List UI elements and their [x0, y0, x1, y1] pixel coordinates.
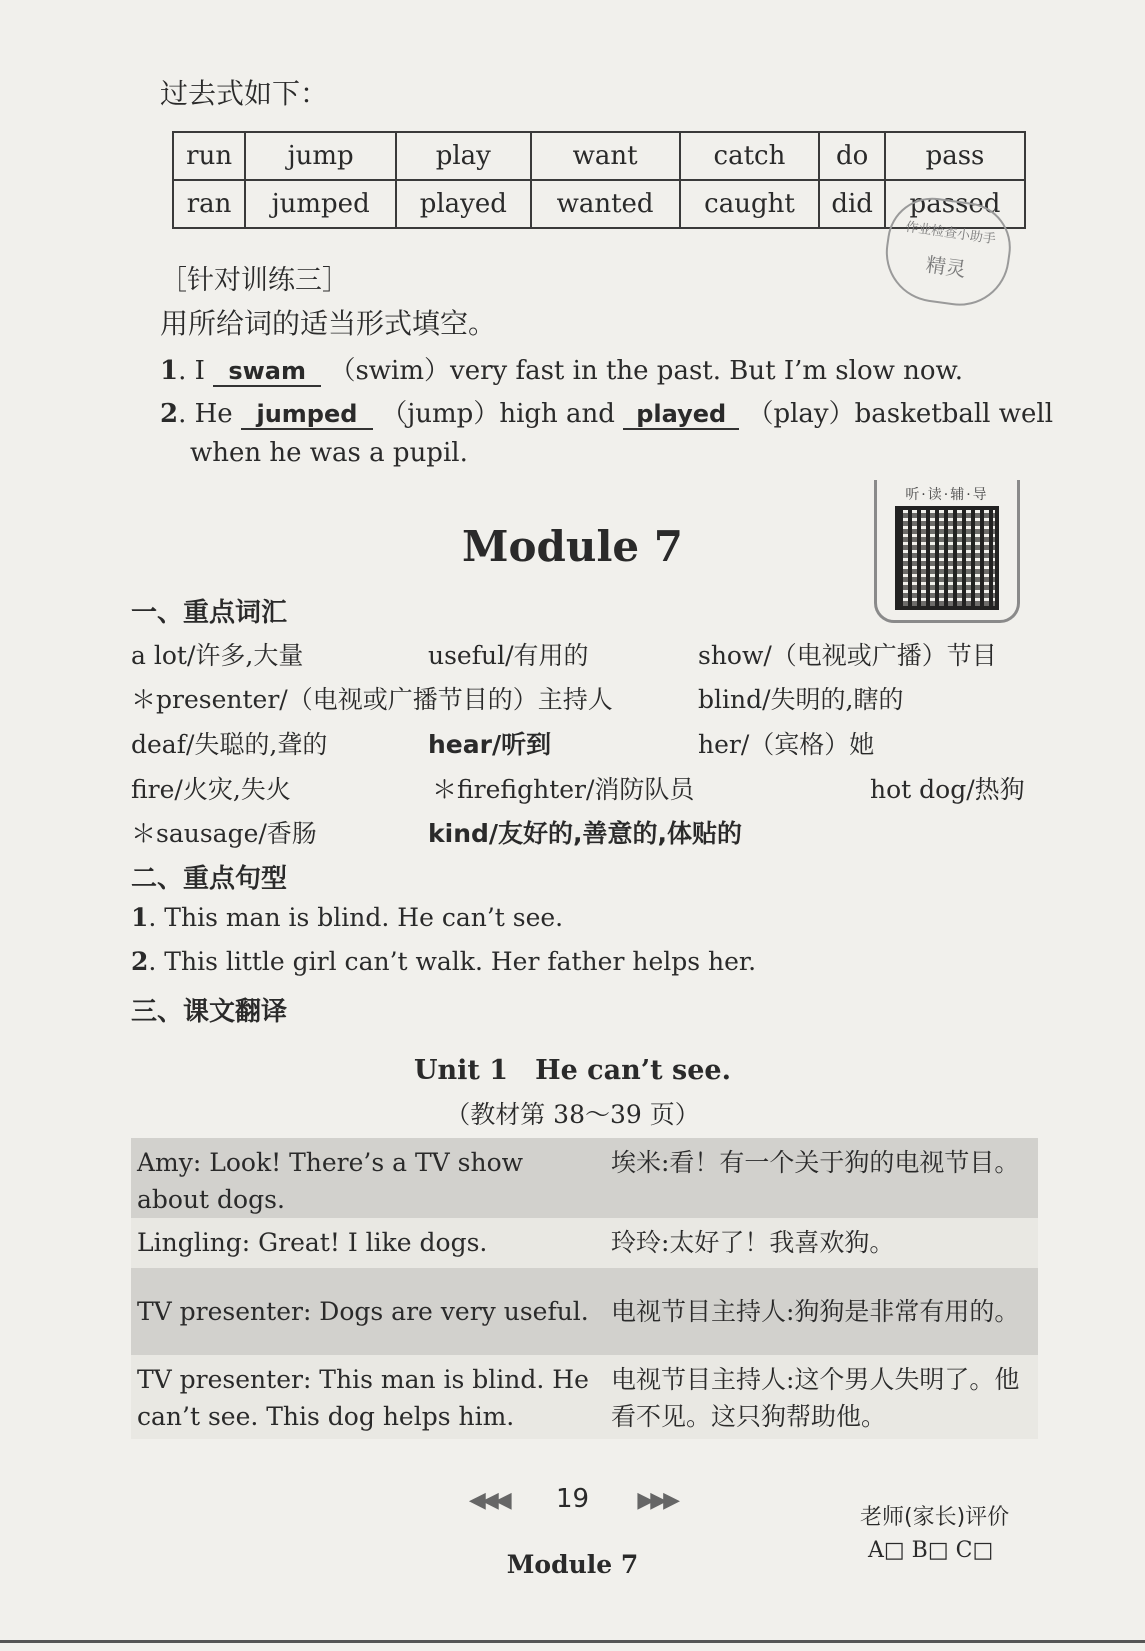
vocab-item: fire/火灾,失火 — [131, 775, 291, 804]
answer-blank: played — [623, 400, 739, 430]
exercise-question-2-cont: when he was a pupil. — [190, 438, 468, 468]
table-cell: run — [173, 132, 245, 180]
table-cell: wanted — [531, 180, 680, 228]
vocab-item: ＊presenter/（电视或广播节目的）主持人 — [131, 685, 613, 714]
next-arrows-icon: ▶▶▶ — [637, 1488, 677, 1513]
vocab-item: hot dog/热狗 — [870, 775, 1025, 804]
exercise-question-1: 1. I swam （swim）very fast in the past. But I’m slow now. — [160, 356, 963, 386]
table-cell: jumped — [245, 180, 396, 228]
key-sentence — [131, 903, 563, 932]
dialog-chinese: 电视节目主持人:狗狗是非常有用的。 — [611, 1297, 1020, 1326]
answer-blank: swam — [213, 357, 321, 387]
dialog-table — [131, 1138, 1038, 1439]
vocab-item: show/（电视或广播）节目 — [698, 641, 997, 670]
dialog-english: TV presenter: Dogs are very useful. — [137, 1297, 589, 1326]
question-text: I — [194, 356, 205, 386]
sentences-section-title: 二、重点句型 — [131, 864, 288, 894]
dialog-row — [131, 1268, 1038, 1355]
vocab-item: blind/失明的,瞎的 — [698, 685, 904, 714]
vocab-item: ＊firefighter/消防队员 — [432, 775, 695, 804]
dialog-english: TV presenter: This man is blind. He can’t see. This dog helps him. — [137, 1365, 589, 1431]
exercise-instruction: 用所给词的适当形式填空。 — [160, 307, 497, 340]
vocab-item: hear/听到 — [428, 730, 552, 759]
table-cell: do — [819, 132, 885, 180]
sentence-text: . This man is blind. He can’t see. — [148, 903, 564, 932]
unit-title: Unit 1 He can’t see. — [414, 1055, 731, 1086]
prev-arrows-icon: ◀◀◀ — [468, 1488, 508, 1513]
dialog-chinese: 电视节目主持人:这个男人失明了。他看不见。这只狗帮助他。 — [611, 1365, 1020, 1431]
dialog-row — [131, 1355, 1038, 1439]
stamp-line2: 精灵 — [924, 252, 968, 282]
qr-label: 听·读·辅·导 — [905, 487, 989, 503]
vocab-item: ＊sausage/香肠 — [131, 819, 317, 848]
vocab-item: useful/有用的 — [428, 641, 589, 670]
vocab-item: deaf/失聪的,聋的 — [131, 730, 328, 759]
table-cell: ran — [173, 180, 245, 228]
unit-subtitle: （教材第 38～39 页） — [445, 1100, 700, 1129]
table-cell: jump — [245, 132, 396, 180]
table-cell: did — [819, 180, 885, 228]
translation-section-title: 三、课文翻译 — [131, 997, 288, 1027]
stamp-line1: 作业检查小助手 — [904, 219, 997, 248]
key-sentence — [131, 947, 756, 976]
exercise-question-2: 2. He jumped （jump）high and played （play）basketball well — [160, 399, 1054, 429]
module-title: Module 7 — [462, 522, 683, 571]
question-text: He — [194, 399, 233, 429]
dialog-row — [131, 1218, 1038, 1268]
evaluation-grades[interactable]: A□ B□ C□ — [868, 1538, 994, 1563]
sentence-number: 2 — [131, 947, 149, 976]
question-number: 2 — [160, 399, 179, 429]
table-cell: want — [531, 132, 680, 180]
vocab-item: a lot/许多,大量 — [131, 641, 304, 670]
dialog-english: Amy: Look! There’s a TV show about dogs. — [137, 1148, 524, 1214]
dialog-row — [131, 1138, 1038, 1218]
answer-blank: jumped — [241, 400, 373, 430]
dialog-chinese: 埃米:看！有一个关于狗的电视节目。 — [611, 1148, 1020, 1177]
question-text: （play）basketball well — [747, 399, 1054, 429]
table-cell: caught — [680, 180, 820, 228]
question-number: 1 — [160, 356, 179, 386]
table-cell: played — [396, 180, 530, 228]
vocab-item: her/（宾格）她 — [698, 730, 875, 759]
bottom-divider — [0, 1640, 1145, 1643]
question-text: （jump）high and — [381, 399, 615, 429]
footer-module: Module 7 — [506, 1550, 639, 1579]
evaluation-label: 老师(家长)评价 — [860, 1505, 1010, 1530]
sentence-number: 1 — [131, 903, 149, 932]
vocab-section-title: 一、重点词汇 — [131, 598, 288, 628]
table-cell: passed — [885, 180, 1025, 228]
table-row-base — [173, 132, 1025, 180]
vocab-item: kind/友好的,善意的,体贴的 — [428, 819, 743, 848]
sentence-text: . This little girl can’t walk. Her father helps her. — [148, 947, 757, 976]
dialog-english: Lingling: Great! I like dogs. — [137, 1228, 488, 1257]
page-number: 19 — [555, 1484, 590, 1514]
exercise-title: ［针对训练三］ — [160, 265, 349, 296]
question-text: （swim）very fast in the past. But I’m slow now. — [329, 356, 963, 386]
table-cell: play — [396, 132, 530, 180]
table-cell: catch — [680, 132, 820, 180]
dialog-chinese: 玲玲:太好了！我喜欢狗。 — [611, 1228, 895, 1257]
table-cell: pass — [885, 132, 1025, 180]
intro-text: 过去式如下： — [160, 77, 329, 110]
